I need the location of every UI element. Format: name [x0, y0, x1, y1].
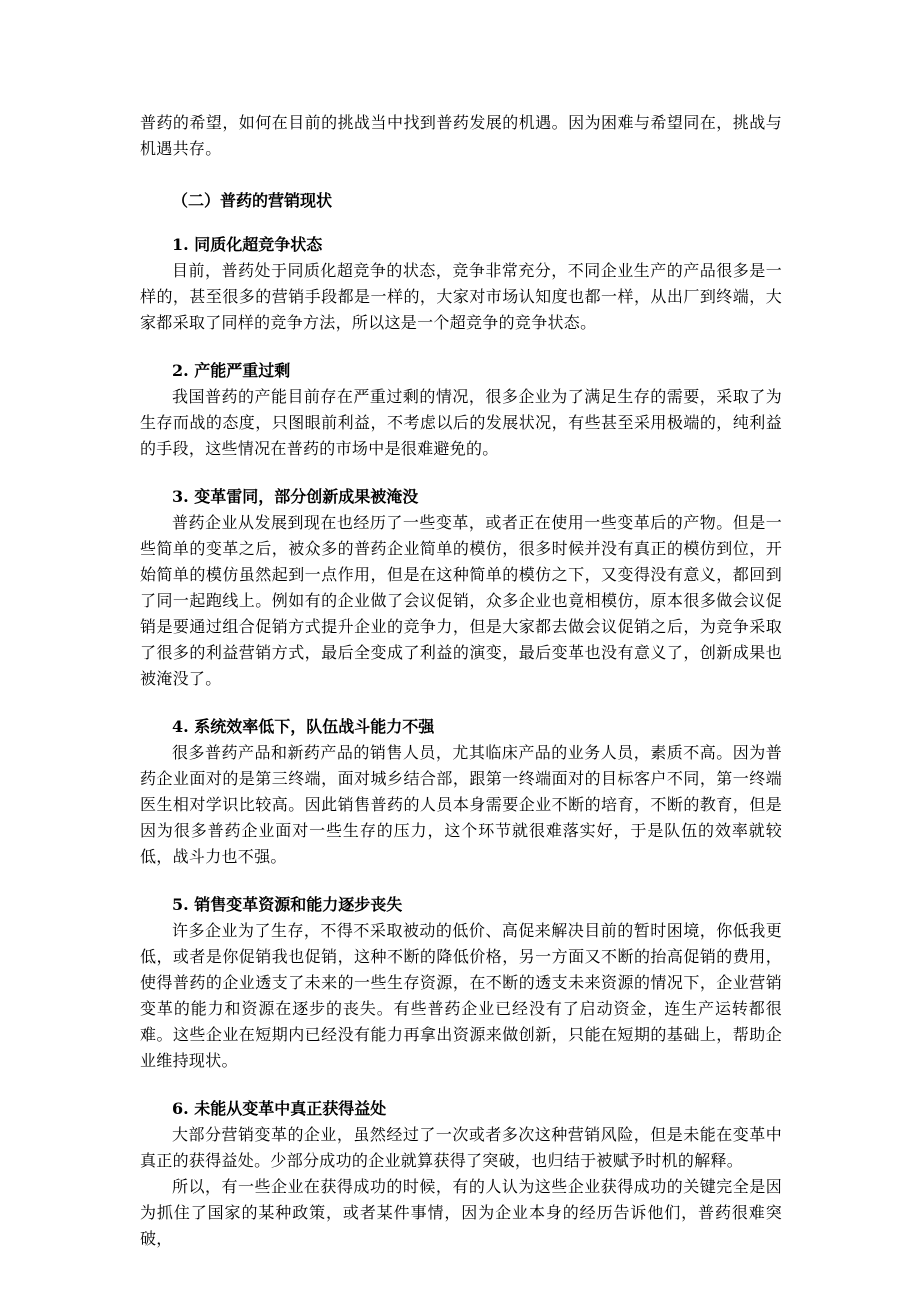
item-paragraph: 大部分营销变革的企业，虽然经过了一次或者多次这种营销风险，但是未能在变革中真正的获得益处。少部分成功的企业就算获得了突破，也归结于被赋予时机的解释。 — [140, 1125, 782, 1170]
item-heading-5: 5. 销售变革资源和能力逐步丧失 — [172, 895, 403, 914]
item-heading-6: 6. 未能从变革中真正获得益处 — [172, 1099, 387, 1118]
item-heading-1: 1. 同质化超竞争状态 — [172, 235, 323, 254]
item-paragraph: 普药企业从发展到现在也经历了一些变革，或者正在使用一些变革后的产物。但是一些简单的变革之后，被众多的普药企业简单的模仿，很多时候并没有真正的模仿到位，开始简单的模仿虽然起到一点作用，但是在这种简单的模仿之下，又变得没有意义，都回到了同一起跑线上。例如有的企业做了会议促销，众多企业也竟相模仿，原本很多做会议促销是要通过组合促销方式提升企业的竞争力，但是大家都去做会议促销之后，为竞争采取了很多的利益营销方式，最后全变成了利益的演变，最后变革也没有意义了，创新成果也被淹没了。 — [140, 513, 782, 688]
item-heading-2: 2. 产能严重过剩 — [172, 361, 291, 380]
item-paragraph: 许多企业为了生存，不得不采取被动的低价、高促来解决目前的暂时困境，你低我更低，或者是你促销我也促销，这种不断的降低价格，另一方面又不断的抬高促销的费用，使得普药的企业透支了未来的一些生存资源，在不断的透支未来资源的情况下，企业营销变革的能力和资源在逐步的丧失。有些普药企业已经没有了启动资金，连生产运转都很难。这些企业在短期内已经没有能力再拿出资源来做创新，只能在短期的基础上，帮助企业维持现状。 — [140, 921, 782, 1070]
intro-paragraph: 普药的希望，如何在目前的挑战当中找到普药发展的机遇。因为困难与希望同在，挑战与机遇共存。 — [140, 113, 782, 158]
item-paragraph: 目前，普药处于同质化超竞争的状态，竞争非常充分，不同企业生产的产品很多是一样的，甚至很多的营销手段都是一样的，大家对市场认知度也都一样，从出厂到终端，大家都采取了同样的竞争方法，所以这是一个超竞争的竞争状态。 — [140, 261, 782, 332]
item-heading-4: 4. 系统效率低下，队伍战斗能力不强 — [172, 717, 435, 736]
item-heading-3: 3. 变革雷同，部分创新成果被淹没 — [172, 487, 419, 506]
item-paragraph: 所以，有一些企业在获得成功的时候，有的人认为这些企业获得成功的关键完全是因为抓住了国家的某种政策，或者某件事情，因为企业本身的经历告诉他们，普药很难突破， — [140, 1177, 782, 1248]
item-paragraph: 很多普药产品和新药产品的销售人员，尤其临床产品的业务人员，素质不高。因为普药企业面对的是第三终端，面对城乡结合部，跟第一终端面对的目标客户不同，第一终端医生相对学识比较高。因此销售普药的人员本身需要企业不断的培育，不断的教育，但是因为很多普药企业面对一些生存的压力，这个环节就很难落实好，于是队伍的效率就较低，战斗力也不强。 — [140, 743, 782, 866]
section-title: （二）普药的营销现状 — [172, 191, 333, 210]
document-page — [140, 110, 782, 1252]
item-paragraph: 我国普药的产能目前存在严重过剩的情况，很多企业为了满足生存的需要，采取了为生存而战的态度，只图眼前利益，不考虑以后的发展状况，有些甚至采用极端的，纯利益的手段，这些情况在普药的市场中是很难避免的。 — [140, 387, 782, 458]
